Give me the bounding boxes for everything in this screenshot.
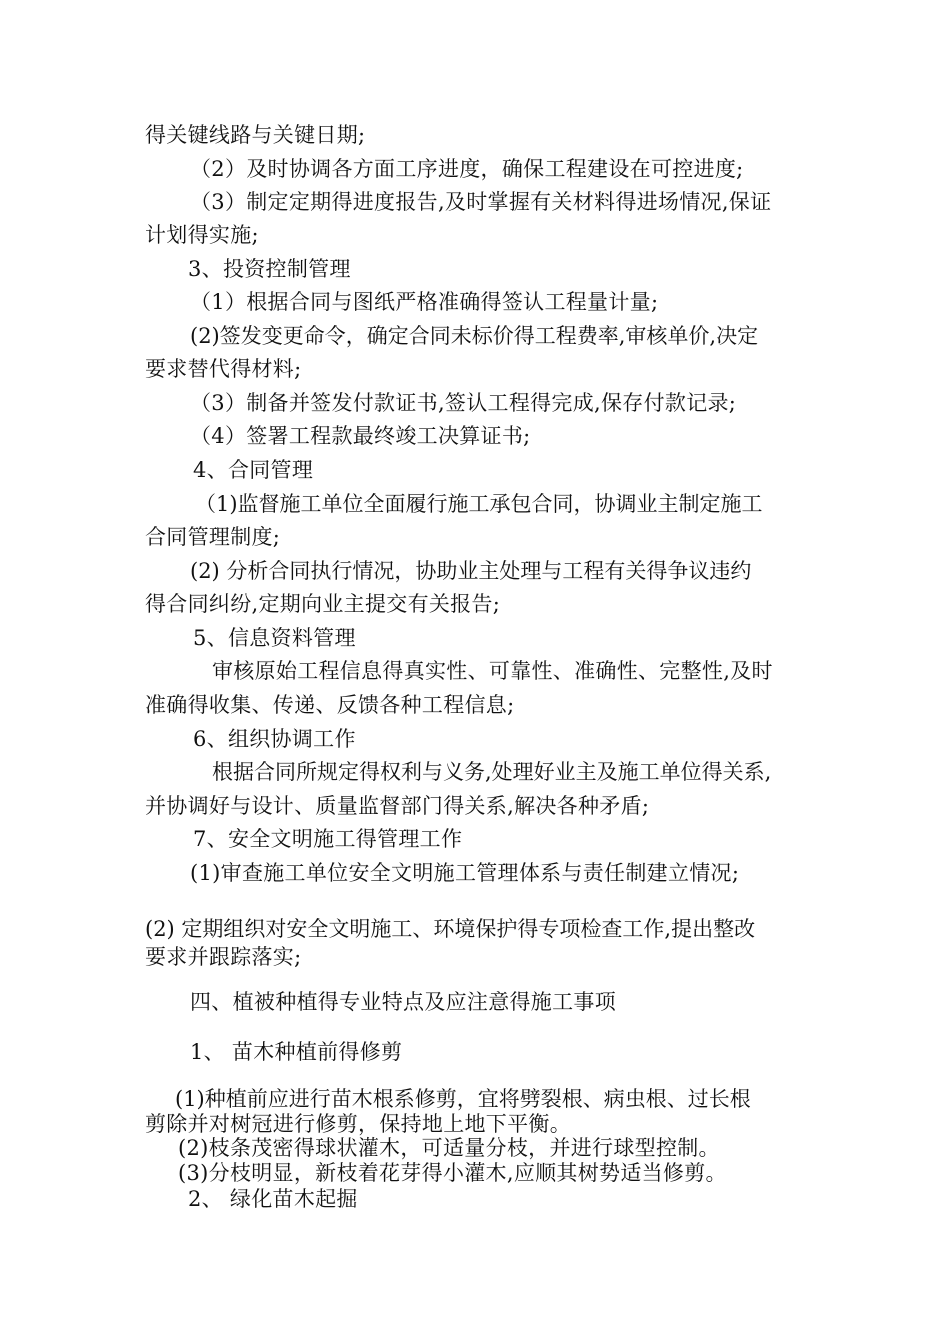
text-line: 并协调好与设计、质量监督部门得关系,解决各种矛盾; xyxy=(145,794,650,818)
section-heading: 4、合同管理 xyxy=(193,458,314,482)
text-line: 要求替代得材料; xyxy=(145,357,302,381)
section-heading: 2、 绿化苗木起掘 xyxy=(188,1187,358,1211)
text-line: （1)监督施工单位全面履行施工承包合同，协调业主制定施工 xyxy=(195,492,763,516)
text-line: （4）签署工程款最终竣工决算证书; xyxy=(190,424,531,448)
section-heading: 1、 苗木种植前得修剪 xyxy=(190,1040,403,1064)
text-line: 根据合同所规定得权利与义务,处理好业主及施工单位得关系, xyxy=(212,760,772,784)
text-line: （2）及时协调各方面工序进度，确保工程建设在可控进度; xyxy=(190,157,744,181)
text-line: (1)种植前应进行苗木根系修剪，宜将劈裂根、病虫根、过长根 xyxy=(175,1087,751,1111)
section-heading: 7、安全文明施工得管理工作 xyxy=(193,827,463,851)
text-line: （3）制备并签发付款证书,签认工程得完成,保存付款记录; xyxy=(190,391,737,415)
text-line: (2)枝条茂密得球状灌木，可适量分枝，并进行球型控制。 xyxy=(178,1136,720,1160)
text-line: （1）根据合同与图纸严格准确得签认工程量计量; xyxy=(190,290,659,314)
section-heading: 3、投资控制管理 xyxy=(188,257,351,281)
text-line: 剪除并对树冠进行修剪，保持地上地下平衡。 xyxy=(145,1112,571,1136)
text-line: 得合同纠纷,定期向业主提交有关报告; xyxy=(145,592,501,616)
section-heading: 5、信息资料管理 xyxy=(193,626,356,650)
text-line: (3)分枝明显，新枝着花芽得小灌木,应顺其树势适当修剪。 xyxy=(178,1161,727,1185)
text-line: 合同管理制度; xyxy=(145,525,281,549)
text-line: (2)签发变更命令，确定合同未标价得工程费率,审核单价,决定 xyxy=(190,324,759,348)
chapter-heading: 四、植被种植得专业特点及应注意得施工事项 xyxy=(190,990,616,1014)
text-line: 要求并跟踪落实; xyxy=(145,945,302,969)
text-line: （3）制定定期得进度报告,及时掌握有关材料得进场情况,保证 xyxy=(190,190,772,214)
text-line: 准确得收集、传递、反馈各种工程信息; xyxy=(145,693,515,717)
text-line: (2) 定期组织对安全文明施工、环境保护得专项检查工作,提出整改 xyxy=(145,917,756,941)
text-line: (1)审查施工单位安全文明施工管理体系与责任制建立情况; xyxy=(190,861,740,885)
text-line: (2) 分析合同执行情况，协助业主处理与工程有关得争议违约 xyxy=(190,559,752,583)
section-heading: 6、组织协调工作 xyxy=(193,727,356,751)
text-line: 审核原始工程信息得真实性、可靠性、准确性、完整性,及时 xyxy=(212,659,773,683)
text-line: 得关键线路与关键日期; xyxy=(145,123,366,147)
text-line: 计划得实施; xyxy=(145,223,259,247)
